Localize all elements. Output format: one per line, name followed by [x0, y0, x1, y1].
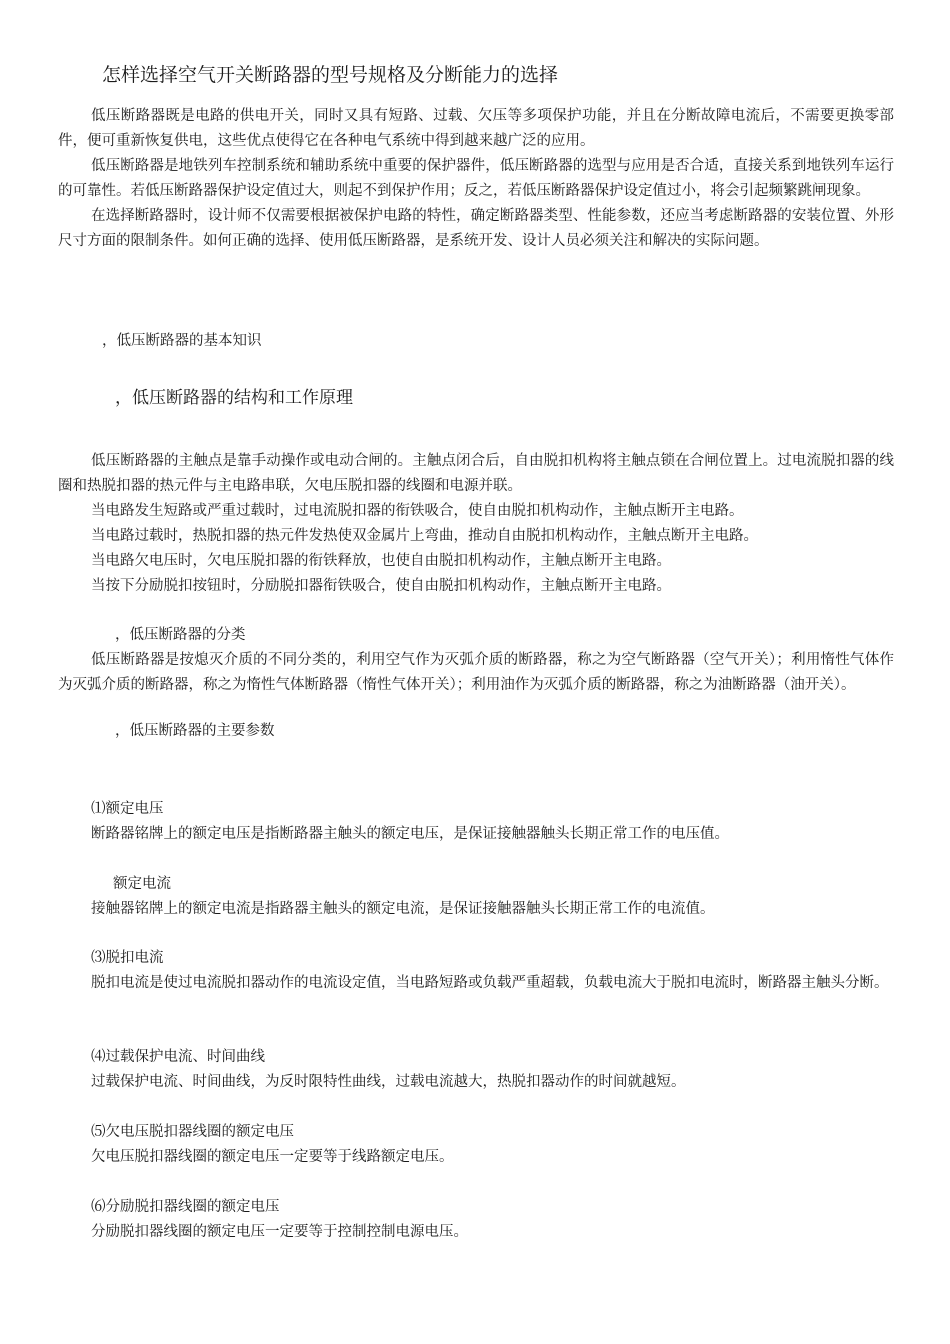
structure-line-overload: 当电路过载时，热脱扣器的热元件发热使双金属片上弯曲，推动自由脱扣机构动作，主触点断开主电路。 — [91, 528, 758, 544]
param-title: 额定电流 — [113, 876, 171, 892]
param-undervoltage-coil — [58, 1120, 894, 1170]
structure-paragraph: 低压断路器的主触点是靠手动操作或电动合闸的。主触点闭合后，自由脱扣机构将主触点锁在合闸位置上。过电流脱扣器的线圈和热脱扣器的热元件与主电路串联，欠电压脱扣器的线圈和电源并联。 — [58, 453, 894, 494]
section-heading-structure: ，低压断路器的结构和工作原理 — [115, 388, 353, 408]
section-heading-classification: ，低压断路器的分类 — [115, 627, 246, 643]
param-body: 过载保护电流、时间曲线，为反时限特性曲线，过载电流越大，热脱扣器动作的时间就越短。 — [91, 1074, 686, 1090]
param-body: 分励脱扣器线圈的额定电压一定要等于控制控制电源电压。 — [91, 1224, 468, 1240]
section-heading-parameters: ，低压断路器的主要参数 — [115, 723, 275, 739]
param-body: 脱扣电流是使过电流脱扣器动作的电流设定值，当电路短路或负载严重超载，负载电流大于脱扣电流时，断路器主触头分断。 — [91, 975, 889, 991]
param-title: ⑹分励脱扣器线圈的额定电压 — [91, 1199, 280, 1215]
intro-paragraph-1: 低压断路器既是电路的供电开关，同时又具有短路、过载、欠压等多项保护功能，并且在分断故障电流后，不需要更换零部件，便可重新恢复供电，这些优点使得它在各种电气系统中得到越来越广泛的应用。 — [58, 108, 894, 149]
structure-section — [58, 449, 894, 599]
classification-paragraph: 低压断路器是按熄灭介质的不同分类的，利用空气作为灭弧介质的断路器，称之为空气断路器（空气开关）；利用惰性气体作为灭弧介质的断路器，称之为惰性气体断路器（惰性气体开关）；利用油作为灭弧介质的断路器，称之为油断路器（油开关）。 — [58, 652, 894, 693]
structure-line-undervoltage: 当电路欠电压时，欠电压脱扣器的衔铁释放，也使自由脱扣机构动作，主触点断开主电路。 — [91, 553, 671, 569]
param-body: 断路器铭牌上的额定电压是指断路器主触头的额定电压，是保证接触器触头长期正常工作的电压值。 — [91, 826, 729, 842]
param-shunt-coil — [58, 1195, 894, 1245]
classification-section — [58, 648, 894, 698]
param-overload-curve — [58, 1045, 894, 1095]
intro-paragraph-2: 低压断路器是地铁列车控制系统和辅助系统中重要的保护器件，低压断路器的选型与应用是否合适，直接关系到地铁列车运行的可靠性。若低压断路器保护设定值过大，则起不到保护作用；反之，若低压断路器保护设定值过小，将会引起频繁跳闸现象。 — [58, 158, 894, 199]
structure-line-shunt-trip: 当按下分励脱扣按钮时，分励脱扣器衔铁吸合，使自由脱扣机构动作，主触点断开主电路。 — [91, 578, 671, 594]
param-rated-current — [58, 872, 894, 922]
page-title: 怎样选择空气开关断路器的型号规格及分断能力的选择 — [102, 64, 559, 86]
param-title: ⑷过载保护电流、时间曲线 — [91, 1049, 265, 1065]
section-heading-basics: ，低压断路器的基本知识 — [102, 333, 262, 349]
param-title: ⑴额定电压 — [91, 801, 164, 817]
param-title: ⑸欠电压脱扣器线圈的额定电压 — [91, 1124, 294, 1140]
structure-line-short-circuit: 当电路发生短路或严重过载时，过电流脱扣器的衔铁吸合，使自由脱扣机构动作，主触点断开主电路。 — [91, 503, 744, 519]
param-rated-voltage — [58, 797, 894, 847]
intro-paragraph-3: 在选择断路器时，设计师不仅需要根据被保护电路的特性，确定断路器类型、性能参数，还应当考虑断路器的安装位置、外形尺寸方面的限制条件。如何正确的选择、使用低压断路器，是系统开发、设计人员必须关注和解决的实际问题。 — [58, 208, 894, 249]
param-trip-current — [58, 946, 894, 996]
param-title: ⑶脱扣电流 — [91, 950, 164, 966]
param-body: 欠电压脱扣器线圈的额定电压一定要等于线路额定电压。 — [91, 1149, 454, 1165]
param-body: 接触器铭牌上的额定电流是指路器主触头的额定电流，是保证接触器触头长期正常工作的电流值。 — [91, 901, 715, 917]
intro-section — [58, 104, 894, 254]
